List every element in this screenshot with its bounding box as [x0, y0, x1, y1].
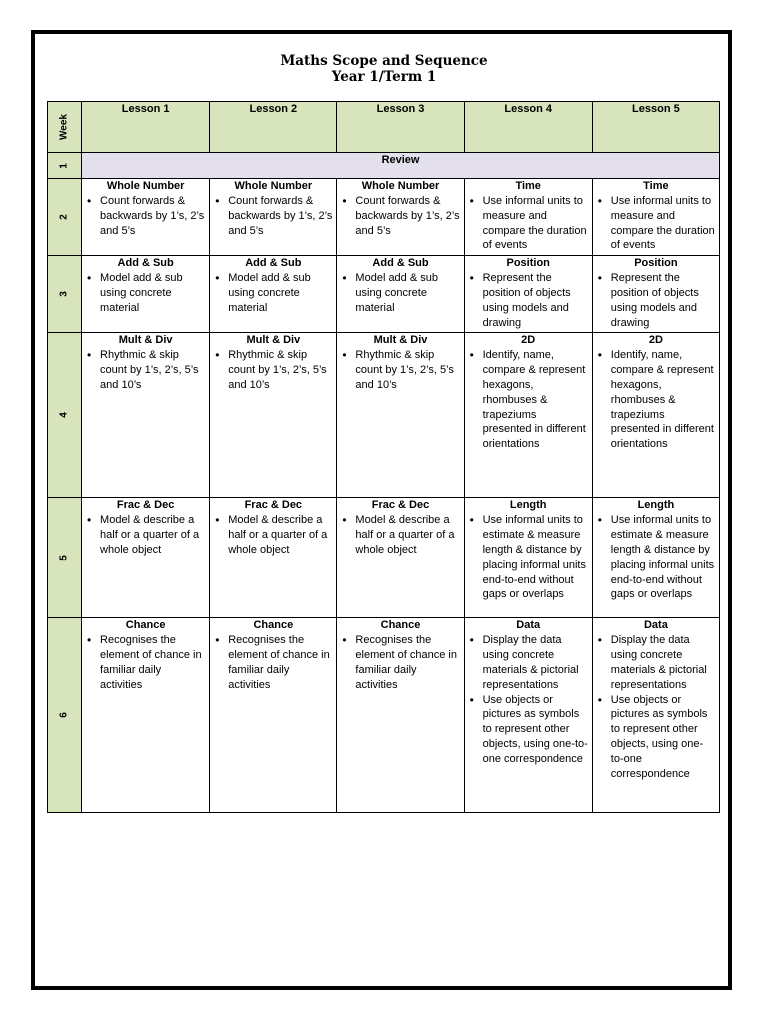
- topic-title: Mult & Div: [118, 334, 173, 347]
- lesson-cell: [464, 498, 592, 618]
- week-number: 2: [58, 214, 70, 220]
- outcome-item: • Use objects or pictures as symbols to represent other objects, using one-to-one correspondence: [469, 693, 588, 767]
- outcome-list: [86, 633, 205, 692]
- topic-title: 2D: [521, 334, 536, 347]
- outcome-item: • Use informal units to measure and compare the duration of events: [469, 194, 588, 253]
- outcome-list: [469, 513, 588, 602]
- table-row-week-2: [48, 179, 720, 256]
- outcome-item: • Use informal units to estimate & measure length & distance by placing informal units end-to-end without gaps or overlaps: [469, 513, 588, 602]
- outcome-list: [341, 633, 459, 692]
- topic-title: Position: [634, 257, 678, 270]
- outcome-list: [214, 271, 332, 315]
- topic-title: Whole Number: [234, 180, 313, 192]
- outcome-list: [597, 348, 715, 452]
- topic-title: Frac & Dec: [116, 499, 175, 512]
- outcome-list: [597, 513, 715, 602]
- outcome-list: [469, 194, 588, 253]
- lesson-header-3: Lesson 3: [337, 102, 464, 153]
- topic-title: Frac & Dec: [371, 499, 430, 512]
- outcome-item: • Display the data using concrete materials & pictorial representations: [469, 633, 588, 692]
- lesson-cell: [464, 179, 592, 256]
- outcome-item: • Model & describe a half or a quarter of a whole object: [86, 513, 205, 557]
- lesson-cell: [210, 333, 337, 498]
- topic-title: Time: [515, 180, 541, 192]
- topic-title: Position: [506, 257, 550, 270]
- lesson-cell: [82, 498, 210, 618]
- review-cell: Review: [82, 153, 720, 179]
- week-number-cell: [48, 618, 82, 813]
- lesson-cell: [210, 498, 337, 618]
- topic-title: Chance: [125, 619, 166, 632]
- lesson-cell: [464, 333, 592, 498]
- outcome-item: • Display the data using concrete materials & pictorial representations: [597, 633, 715, 692]
- week-number-cell: [48, 153, 82, 179]
- lesson-cell: [82, 618, 210, 813]
- outcome-item: • Model add & sub using concrete material: [86, 271, 205, 315]
- topic-title: Mult & Div: [373, 334, 428, 347]
- topic-title: Chance: [380, 619, 421, 632]
- lesson-cell: [592, 256, 719, 333]
- outcome-list: [214, 348, 332, 392]
- outcome-item: • Rhythmic & skip count by 1’s, 2’s, 5’s and 10’s: [341, 348, 459, 392]
- topic-title: Length: [637, 499, 675, 512]
- outcome-list: [597, 633, 715, 781]
- topic-title: Frac & Dec: [244, 499, 303, 512]
- lesson-cell: [337, 333, 464, 498]
- lesson-cell: [82, 179, 210, 256]
- lesson-header-1: Lesson 1: [82, 102, 210, 153]
- outcome-item: • Represent the position of objects using models and drawing: [597, 271, 715, 330]
- outcome-item: • Model & describe a half or a quarter of a whole object: [214, 513, 332, 557]
- outcome-item: • Rhythmic & skip count by 1’s, 2’s, 5’s and 10’s: [86, 348, 205, 392]
- topic-title: Time: [643, 180, 669, 192]
- outcome-item: • Count forwards & backwards by 1’s, 2’s and 5’s: [214, 194, 332, 238]
- outcome-item: • Recognises the element of chance in familiar daily activities: [86, 633, 205, 692]
- topic-title: Add & Sub: [245, 257, 302, 270]
- table-row-week-4: [48, 333, 720, 498]
- week-number: 5: [58, 555, 70, 561]
- lesson-cell: [210, 256, 337, 333]
- topic-title: Length: [509, 499, 547, 512]
- week-number-cell: [48, 333, 82, 498]
- lesson-cell: [592, 618, 719, 813]
- lesson-header-2: Lesson 2: [210, 102, 337, 153]
- scope-sequence-table: [47, 101, 720, 813]
- topic-title: Whole Number: [106, 180, 185, 192]
- lesson-cell: [337, 179, 464, 256]
- outcome-list: [341, 513, 459, 557]
- outcome-list: [597, 194, 715, 253]
- outcome-item: • Identify, name, compare & represent hexagons, rhombuses & trapeziums presented in different orientations: [597, 348, 715, 452]
- outcome-item: • Use informal units to measure and compare the duration of events: [597, 194, 715, 253]
- topic-title: Add & Sub: [117, 257, 174, 270]
- week-number: 1: [58, 162, 70, 169]
- lesson-header-4: Lesson 4: [464, 102, 592, 153]
- week-number: 4: [58, 412, 70, 419]
- lesson-cell: [337, 618, 464, 813]
- lesson-cell: [337, 256, 464, 333]
- outcome-list: [86, 271, 205, 315]
- lesson-cell: [82, 333, 210, 498]
- document-subtitle: Year 1/Term 1: [331, 69, 437, 85]
- outcome-list: [469, 348, 588, 452]
- week-number-cell: [48, 256, 82, 333]
- outcome-list: [341, 194, 459, 238]
- outcome-list: [214, 633, 332, 692]
- topic-title: Add & Sub: [372, 257, 429, 270]
- outcome-item: • Model & describe a half or a quarter of a whole object: [341, 513, 459, 557]
- outcome-list: [86, 194, 205, 238]
- week-number: 6: [58, 712, 70, 719]
- outcome-item: • Model add & sub using concrete material: [214, 271, 332, 315]
- outcome-list: [597, 271, 715, 330]
- lesson-cell: [592, 498, 719, 618]
- outcome-item: • Recognises the element of chance in familiar daily activities: [214, 633, 332, 692]
- table-row-week-6: [48, 618, 720, 813]
- outcome-item: • Identify, name, compare & represent hexagons, rhombuses & trapeziums presented in different orientations: [469, 348, 588, 452]
- outcome-item: • Model add & sub using concrete material: [341, 271, 459, 315]
- lesson-cell: [592, 179, 719, 256]
- table-row-week-5: [48, 498, 720, 618]
- table-row-week-3: [48, 256, 720, 333]
- outcome-item: • Rhythmic & skip count by 1’s, 2’s, 5’s and 10’s: [214, 348, 332, 392]
- outcome-list: [469, 271, 588, 330]
- outcome-item: • Represent the position of objects using models and drawing: [469, 271, 588, 330]
- outcome-item: • Use objects or pictures as symbols to represent other objects, using one-to-one correspondence: [597, 693, 715, 782]
- topic-title: Mult & Div: [246, 334, 301, 347]
- lesson-cell: [464, 256, 592, 333]
- week-header: [48, 102, 82, 153]
- lesson-cell: [337, 498, 464, 618]
- outcome-list: [214, 513, 332, 557]
- table-row-week-1: [48, 153, 720, 179]
- week-number-cell: [48, 179, 82, 256]
- outcome-item: • Count forwards & backwards by 1’s, 2’s and 5’s: [341, 194, 459, 238]
- topic-title: Chance: [253, 619, 294, 632]
- week-number-cell: [48, 498, 82, 618]
- outcome-list: [341, 271, 459, 315]
- lesson-cell: [592, 333, 719, 498]
- lesson-header-5: Lesson 5: [592, 102, 719, 153]
- week-number: 3: [58, 291, 70, 298]
- document-title: Maths Scope and Sequence: [280, 53, 488, 69]
- outcome-list: [86, 513, 205, 557]
- topic-title: Data: [516, 619, 541, 632]
- outcome-list: [86, 348, 205, 392]
- lesson-cell: [210, 179, 337, 256]
- outcome-item: • Count forwards & backwards by 1’s, 2’s and 5’s: [86, 194, 205, 238]
- outcome-item: • Recognises the element of chance in familiar daily activities: [341, 633, 459, 692]
- topic-title: 2D: [648, 334, 663, 347]
- topic-title: Data: [643, 619, 668, 632]
- outcome-list: [341, 348, 459, 392]
- outcome-list: [214, 194, 332, 238]
- lesson-cell: [82, 256, 210, 333]
- outcome-list: [469, 633, 588, 766]
- outcome-item: • Use informal units to estimate & measure length & distance by placing informal units end-to-end without gaps or overlaps: [597, 513, 715, 602]
- lesson-cell: [464, 618, 592, 813]
- topic-title: Whole Number: [361, 180, 440, 192]
- week-header-label: Week: [58, 114, 70, 140]
- lesson-cell: [210, 618, 337, 813]
- header-row: [48, 102, 720, 153]
